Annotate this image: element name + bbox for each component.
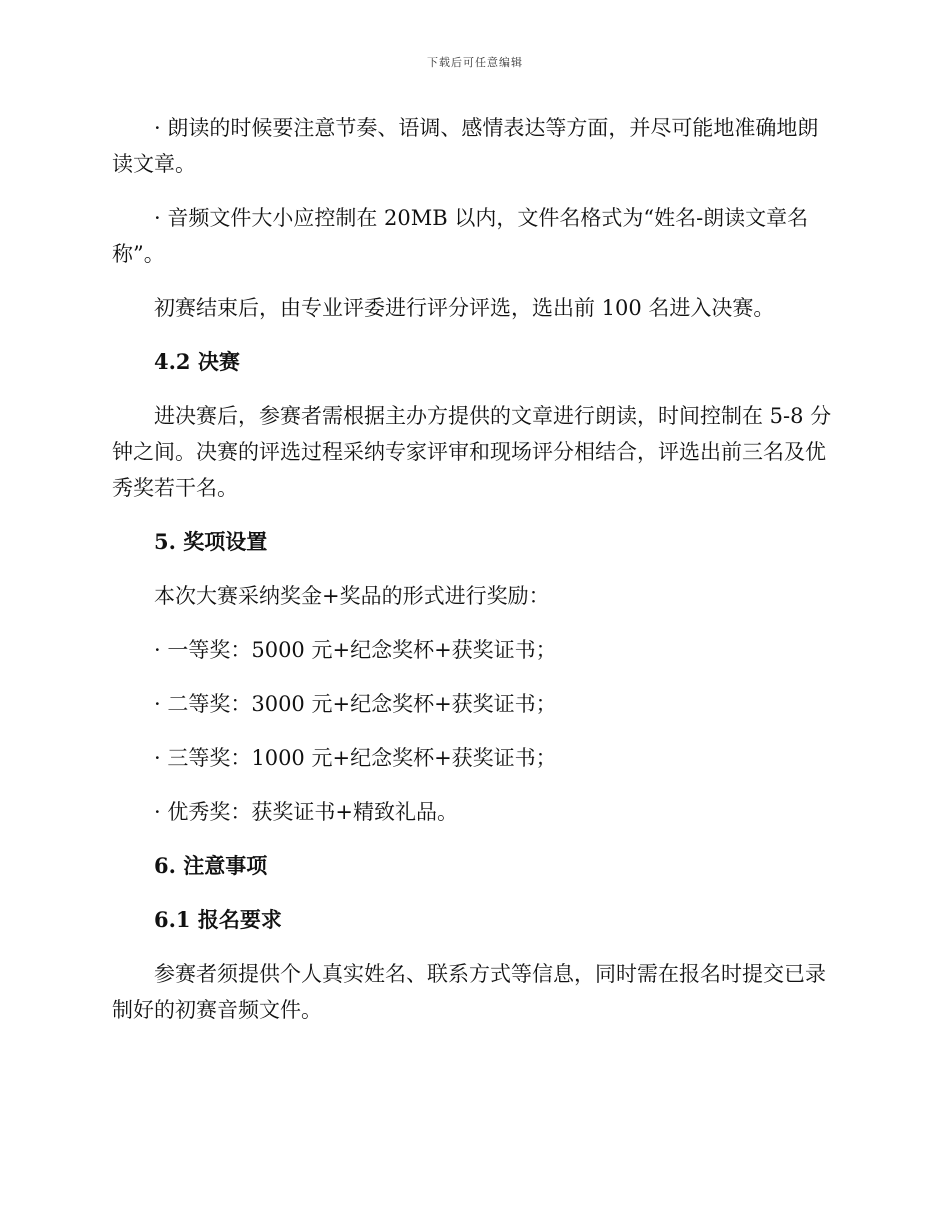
heading-notes: 6. 注意事项 [154, 853, 268, 878]
paragraph-preliminary-result: 初赛结束后，由专业评委进行评分评选，选出前 100 名进入决赛。 [154, 296, 775, 320]
bullet-second-prize: · 二等奖：3000 元+纪念奖杯+获奖证书； [154, 692, 557, 716]
heading-awards: 5. 奖项设置 [154, 529, 268, 554]
page-header: 下载后可任意编辑 [427, 56, 523, 69]
paragraph-award-form: 本次大赛采纳奖金+奖品的形式进行奖励： [154, 584, 550, 608]
bullet-first-prize: · 一等奖：5000 元+纪念奖杯+获奖证书； [154, 638, 557, 662]
bullet-excellence-prize: · 优秀奖：获奖证书+精致礼品。 [154, 800, 458, 824]
bullet-reading-tips: · 朗读的时候要注意节奏、语调、感情表达等方面，并尽可能地准确地朗读文章。 [112, 116, 819, 176]
bullet-audio-file-rules: · 音频文件大小应控制在 20MB 以内，文件名格式为“姓名-朗读文章名称”。 [112, 206, 809, 266]
paragraph-registration: 参赛者须提供个人真实姓名、联系方式等信息，同时需在报名时提交已录制好的初赛音频文件。 [112, 962, 826, 1022]
bullet-third-prize: · 三等奖：1000 元+纪念奖杯+获奖证书； [154, 746, 557, 770]
heading-registration: 6.1 报名要求 [154, 907, 282, 932]
document-body [112, 110, 832, 1046]
heading-final: 4.2 决赛 [154, 349, 240, 374]
paragraph-final-process: 进决赛后，参赛者需根据主办方提供的文章进行朗读，时间控制在 5-8 分钟之间。决赛的评选过程采纳专家评审和现场评分相结合，评选出前三名及优秀奖若干名。 [112, 404, 832, 500]
